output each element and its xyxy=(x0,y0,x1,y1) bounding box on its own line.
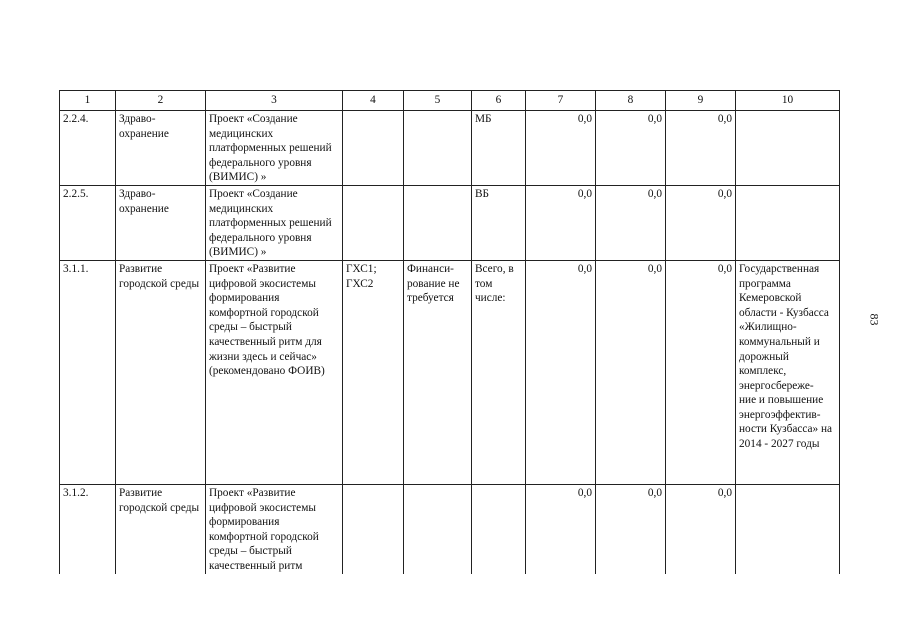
amount-cell: 0,0 xyxy=(526,484,596,573)
row-number-cell: 3.1.2. xyxy=(60,484,116,573)
amount-cell: 0,0 xyxy=(666,111,736,186)
sector-cell: Развитие городской среды xyxy=(116,484,206,573)
header-cell: 8 xyxy=(596,91,666,111)
budget-source-cell: Всего, в том числе: xyxy=(472,260,526,484)
project-cell: Проект «Создание медицинских платформенных решений федерального уровня (ВИМИС) » xyxy=(206,111,343,186)
amount-cell: 0,0 xyxy=(526,260,596,484)
header-cell: 4 xyxy=(343,91,404,111)
amount-cell: 0,0 xyxy=(596,260,666,484)
financing-cell xyxy=(404,111,472,186)
table-row xyxy=(60,111,840,186)
table-row xyxy=(60,260,840,484)
budget-table xyxy=(59,90,840,574)
page-number: 83 xyxy=(867,313,882,326)
sector-cell: Здраво- охранение xyxy=(116,111,206,186)
financing-cell xyxy=(404,484,472,573)
header-cell: 10 xyxy=(736,91,840,111)
row-number-cell: 3.1.1. xyxy=(60,260,116,484)
header-cell: 1 xyxy=(60,91,116,111)
table-row xyxy=(60,484,840,573)
budget-source-cell: МБ xyxy=(472,111,526,186)
amount-cell: 0,0 xyxy=(596,484,666,573)
sector-cell: Развитие городской среды xyxy=(116,260,206,484)
header-cell: 9 xyxy=(666,91,736,111)
code-cell xyxy=(343,185,404,260)
project-cell: Проект «Развитие цифровой экосистемы формирования комфортной городской среды – быстрый качественный ритм для жизни здесь и сейчас» (рекомендовано ФОИВ) xyxy=(206,260,343,484)
project-cell: Проект «Развитие цифровой экосистемы формирования комфортной городской среды – быстрый качественный ритм xyxy=(206,484,343,573)
amount-cell: 0,0 xyxy=(666,260,736,484)
program-cell: Государственная программа Кемеровской области - Кузбасса «Жилищно-коммунальный и дорожный комплекс, энергосбереже- ние и повышение энергоэффектив- ности Кузбасса» на 2014 - 2027 годы xyxy=(736,260,840,484)
amount-cell: 0,0 xyxy=(526,185,596,260)
financing-cell: Финанси- рование не требуется xyxy=(404,260,472,484)
amount-cell: 0,0 xyxy=(666,484,736,573)
header-cell: 5 xyxy=(404,91,472,111)
header-cell: 2 xyxy=(116,91,206,111)
project-cell: Проект «Создание медицинских платформенных решений федерального уровня (ВИМИС) » xyxy=(206,185,343,260)
budget-source-cell xyxy=(472,484,526,573)
code-cell xyxy=(343,484,404,573)
sector-cell: Здраво- охранение xyxy=(116,185,206,260)
table-row xyxy=(60,185,840,260)
header-cell: 6 xyxy=(472,91,526,111)
amount-cell: 0,0 xyxy=(596,185,666,260)
amount-cell: 0,0 xyxy=(596,111,666,186)
amount-cell: 0,0 xyxy=(526,111,596,186)
code-cell xyxy=(343,111,404,186)
financing-cell xyxy=(404,185,472,260)
program-cell xyxy=(736,111,840,186)
program-cell xyxy=(736,484,840,573)
table-header-row xyxy=(60,91,840,111)
amount-cell: 0,0 xyxy=(666,185,736,260)
budget-source-cell: ВБ xyxy=(472,185,526,260)
row-number-cell: 2.2.4. xyxy=(60,111,116,186)
header-cell: 3 xyxy=(206,91,343,111)
program-cell xyxy=(736,185,840,260)
code-cell: ГХС1; ГХС2 xyxy=(343,260,404,484)
row-number-cell: 2.2.5. xyxy=(60,185,116,260)
header-cell: 7 xyxy=(526,91,596,111)
